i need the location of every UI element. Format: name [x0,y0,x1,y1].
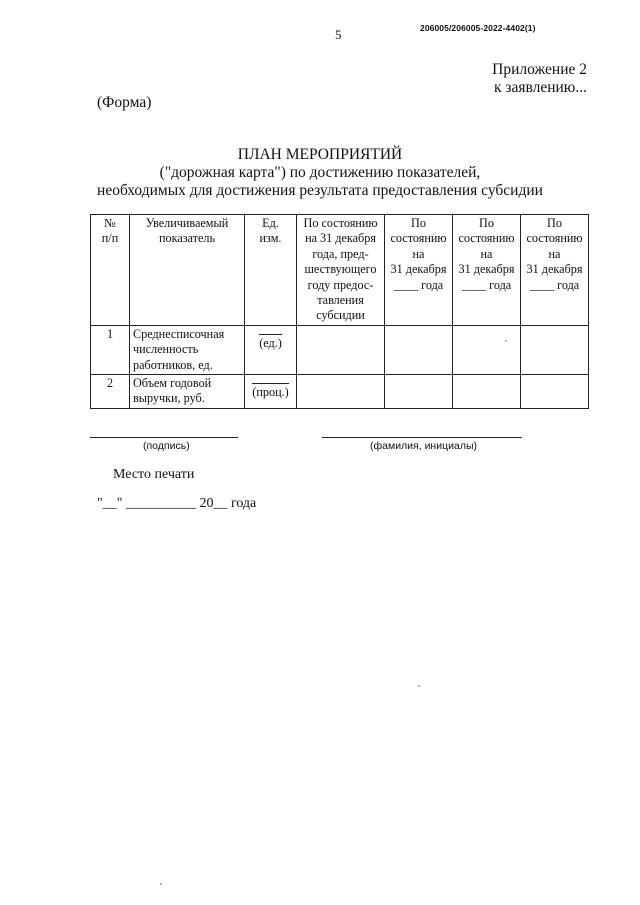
row-1-value-prev [297,325,385,374]
header-year-2: По состоянию на 31 декабря ____ года [453,215,521,326]
header-year-1: По состоянию на 31 декабря ____ года [385,215,453,326]
signature-line [90,437,238,438]
appendix-line-2: к заявлению... [493,79,587,96]
stamp-place: Место печати [113,467,195,482]
table-row [91,375,589,409]
date-line [97,496,256,512]
date-day-blank: __ [102,496,117,511]
date-quote-open: " [97,496,103,511]
row-2-unit: (проц.) [245,375,297,409]
scan-speck [418,685,420,687]
table-row [91,325,589,374]
document-code: 206005/206005-2022-4402(1) [420,23,536,33]
row-2-value-year-3 [521,375,589,409]
document-title [0,146,640,200]
row-2-indicator: Объем годовой выручки, руб. [130,375,245,409]
header-num: № п/п [91,215,130,326]
signature-caption: (подпись) [143,440,190,452]
header-year-3: По состоянию на 31 декабря ____ года [521,215,589,326]
name-line [322,437,522,438]
title-line-3: необходимых для достижения результата предоставления субсидии [97,182,543,199]
row-2-value-year-1 [385,375,453,409]
date-year-word: года [230,496,257,511]
table-header-row [91,215,589,326]
form-label: (Форма) [97,94,152,111]
row-2-value-year-2 [453,375,521,409]
name-caption: (фамилия, инициалы) [370,440,477,452]
row-1-value-year-2 [453,325,521,374]
appendix-line-1: Приложение 2 [492,61,587,78]
appendix-note [492,61,587,97]
header-unit: Ед. изм. [245,215,297,326]
row-1-value-year-1 [385,325,453,374]
header-prev-year: По состоянию на 31 декабря года, пред- шествующего году предос- тавления субсидии [297,215,385,326]
title-line-1: ПЛАН МЕРОПРИЯТИЙ [237,146,403,163]
scan-speck [505,340,507,342]
date-month-blank: __________ [125,496,196,511]
row-1-value-year-3 [521,325,589,374]
title-line-2: ("дорожная карта") по достижению показателей, [159,164,481,181]
row-1-indicator: Среднесписочная численность работников, ед. [130,325,245,374]
row-2-value-prev [297,375,385,409]
page-number: 5 [335,27,342,42]
row-1-num: 1 [91,325,130,374]
scan-speck [160,883,162,885]
date-year: 20__ [199,496,228,511]
row-1-unit: (ед.) [245,325,297,374]
date-quote-close: " [116,496,123,511]
roadmap-table [90,214,589,409]
row-2-num: 2 [91,375,130,409]
header-indicator: Увеличиваемый показатель [130,215,245,326]
